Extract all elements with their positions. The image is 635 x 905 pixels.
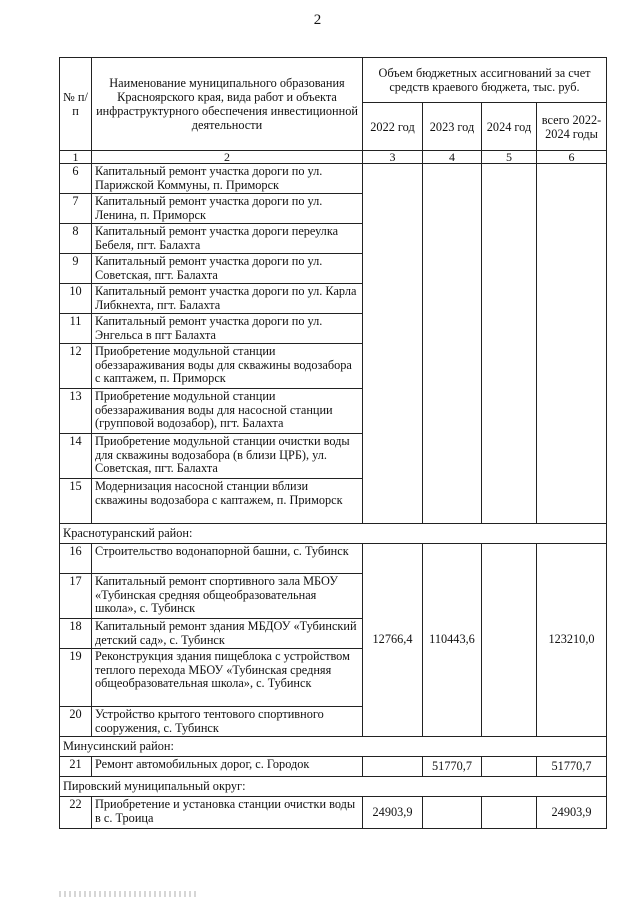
row-number: 7 <box>60 194 92 224</box>
row-text: Реконструкция здания пищеблока с устройством теплого перехода МБОУ «Тубинская средняя общеобразовательная школа», с. Тубинск <box>92 649 363 707</box>
budget-table <box>59 57 607 829</box>
row-text: Капитальный ремонт здания МБДОУ «Тубинский детский сад», с. Тубинск <box>92 619 363 649</box>
col-number: 5 <box>482 151 537 164</box>
row-number: 6 <box>60 164 92 194</box>
row-number: 21 <box>60 757 92 777</box>
row-number: 16 <box>60 544 92 574</box>
row21-2024-value <box>482 757 537 777</box>
group2-2024-value <box>482 544 537 737</box>
header-total: всего 2022-2024 годы <box>537 103 607 151</box>
table-row <box>60 797 607 829</box>
group2-2023-value: 110443,6 <box>423 544 482 737</box>
col-number: 2 <box>92 151 363 164</box>
row-number: 15 <box>60 479 92 524</box>
col-number: 3 <box>363 151 423 164</box>
row-text: Приобретение модульной станции очистки воды для скважины водозабора (в близи ЦРБ), ул. Советская, пгт. Балахта <box>92 434 363 479</box>
header-budget: Объем бюджетных ассигнований за счет средств краевого бюджета, тыс. руб. <box>363 58 607 103</box>
group1-total-cell <box>537 164 607 524</box>
group1-2024-cell <box>482 164 537 524</box>
row-text: Капитальный ремонт участка дороги по ул. Парижской Коммуны, п. Приморск <box>92 164 363 194</box>
group1-2023-cell <box>423 164 482 524</box>
column-number-row <box>60 151 607 164</box>
row-text: Приобретение модульной станции обеззараживания воды для насосной станции (групповой водозабор), пгт. Балахта <box>92 389 363 434</box>
row-text: Капитальный ремонт участка дороги по ул. Советская, пгт. Балахта <box>92 254 363 284</box>
row-text: Строительство водонапорной башни, с. Тубинск <box>92 544 363 574</box>
col-number: 4 <box>423 151 482 164</box>
row-number: 19 <box>60 649 92 707</box>
row-text: Приобретение модульной станции обеззараживания воды для скважины водозабора с каптажем, п. Приморск <box>92 344 363 389</box>
header-2022: 2022 год <box>363 103 423 151</box>
row21-total-value: 51770,7 <box>537 757 607 777</box>
row-text: Капитальный ремонт участка дороги по ул. Карла Либкнехта, пгт. Балахта <box>92 284 363 314</box>
table-row <box>60 164 607 194</box>
row-text: Капитальный ремонт спортивного зала МБОУ «Тубинская средняя общеобразовательная школа», с. Тубинск <box>92 574 363 619</box>
row-text: Капитальный ремонт участка дороги по ул. Энгельса в пгт Балахта <box>92 314 363 344</box>
region-row <box>60 737 607 757</box>
region-row <box>60 777 607 797</box>
table-row <box>60 544 607 574</box>
page-number: 2 <box>313 12 322 28</box>
row-text: Ремонт автомобильных дорог, с. Городок <box>92 757 363 777</box>
header-2024: 2024 год <box>482 103 537 151</box>
group1-2022-cell <box>363 164 423 524</box>
header-name: Наименование муниципального образования Красноярского края, вида работ и объекта инфраструктурного обеспечения инвестиционной деятельности <box>92 58 363 151</box>
row22-2024-value <box>482 797 537 829</box>
row-number: 20 <box>60 707 92 737</box>
row-number: 9 <box>60 254 92 284</box>
row-number: 18 <box>60 619 92 649</box>
scan-artifact <box>59 891 199 897</box>
group2-total-value: 123210,0 <box>537 544 607 737</box>
region-label: Минусинский район: <box>60 737 607 757</box>
header-2023: 2023 год <box>423 103 482 151</box>
row-number: 10 <box>60 284 92 314</box>
row-text: Модернизация насосной станции вблизи скважины водозабора с каптажем, п. Приморск <box>92 479 363 524</box>
header-num: № п/п <box>60 58 92 151</box>
table-row <box>60 757 607 777</box>
row-text: Приобретение и установка станции очистки воды в с. Троица <box>92 797 363 829</box>
region-label: Краснотуранский район: <box>60 524 607 544</box>
row21-2023-value: 51770,7 <box>423 757 482 777</box>
group2-2022-value: 12766,4 <box>363 544 423 737</box>
row-text: Капитальный ремонт участка дороги переулка Бебеля, пгт. Балахта <box>92 224 363 254</box>
region-label: Пировский муниципальный округ: <box>60 777 607 797</box>
row-text: Капитальный ремонт участка дороги по ул. Ленина, п. Приморск <box>92 194 363 224</box>
row-number: 17 <box>60 574 92 619</box>
row-number: 8 <box>60 224 92 254</box>
row-text: Устройство крытого тентового спортивного сооружения, с. Тубинск <box>92 707 363 737</box>
row22-total-value: 24903,9 <box>537 797 607 829</box>
col-number: 6 <box>537 151 607 164</box>
row-number: 13 <box>60 389 92 434</box>
row21-2022-value <box>363 757 423 777</box>
row22-2022-value: 24903,9 <box>363 797 423 829</box>
row-number: 22 <box>60 797 92 829</box>
row22-2023-value <box>423 797 482 829</box>
row-number: 11 <box>60 314 92 344</box>
row-number: 14 <box>60 434 92 479</box>
row-number: 12 <box>60 344 92 389</box>
col-number: 1 <box>60 151 92 164</box>
region-row <box>60 524 607 544</box>
